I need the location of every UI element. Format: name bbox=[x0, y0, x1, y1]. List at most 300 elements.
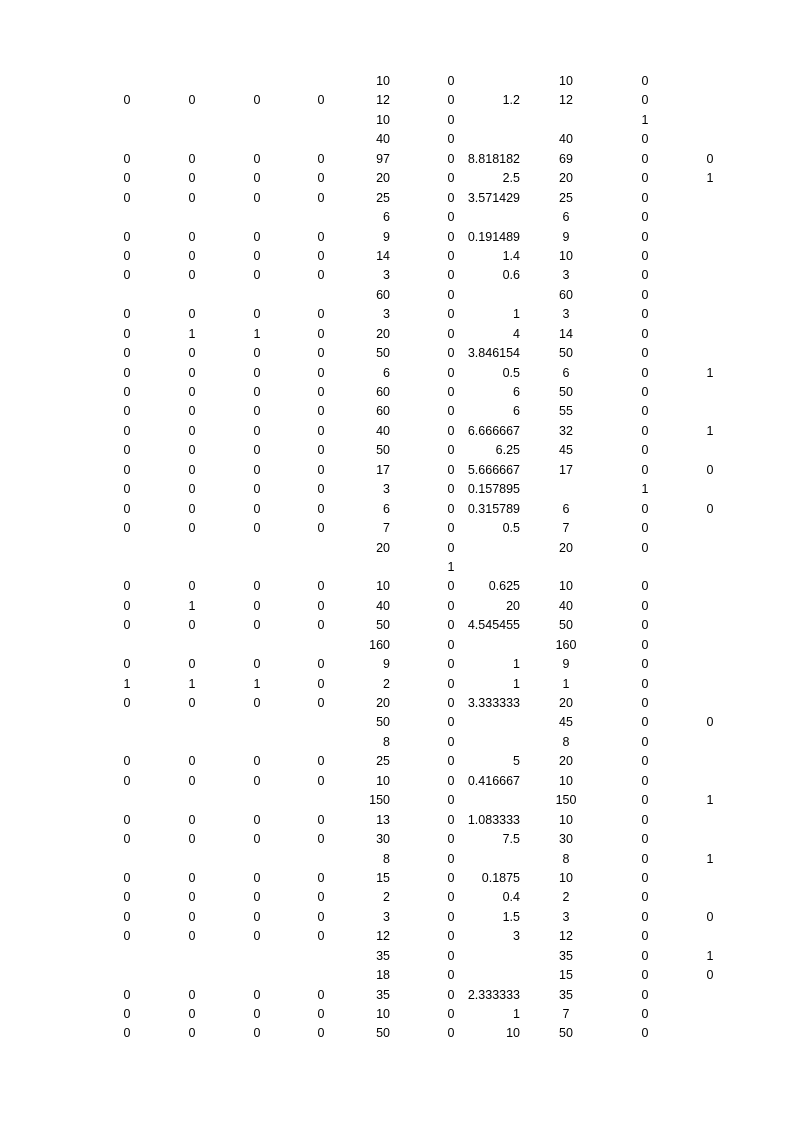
table-cell: 3 bbox=[383, 909, 390, 924]
table-row bbox=[0, 655, 800, 674]
table-cell: 1 bbox=[706, 948, 714, 963]
table-cell: 0 bbox=[641, 832, 649, 847]
table-cell: 20 bbox=[559, 540, 573, 555]
table-cell: 0 bbox=[641, 696, 649, 710]
table-cell: 0 bbox=[123, 870, 131, 885]
table-row bbox=[0, 91, 800, 110]
table-cell: 0 bbox=[641, 851, 649, 866]
table-cell: 0 bbox=[188, 1026, 196, 1041]
table-row bbox=[0, 189, 800, 208]
table-cell: 0 bbox=[641, 365, 649, 380]
table-cell: 0 bbox=[253, 404, 261, 419]
table-row bbox=[0, 111, 800, 130]
table-cell: 0.191489 bbox=[467, 229, 520, 244]
table-cell: 0 bbox=[447, 151, 455, 166]
table-cell: 0 bbox=[641, 210, 649, 225]
table-cell: 20 bbox=[376, 326, 390, 341]
table-cell: 6.666667 bbox=[467, 423, 520, 438]
table-cell: 50 bbox=[376, 443, 390, 458]
table-cell: 0 bbox=[188, 987, 196, 1002]
table-cell: 0 bbox=[317, 1007, 325, 1021]
table-cell: 55 bbox=[559, 404, 573, 419]
table-cell: 0 bbox=[188, 890, 196, 905]
table-cell: 4.545455 bbox=[467, 618, 520, 633]
table-row bbox=[0, 869, 800, 888]
table-cell: 1.4 bbox=[502, 248, 520, 263]
table-cell: 3.571429 bbox=[467, 190, 520, 205]
table-cell: 10 bbox=[376, 112, 390, 127]
table-cell: 0 bbox=[641, 268, 649, 283]
table-cell: 0 bbox=[317, 676, 325, 691]
table-cell: 0 bbox=[317, 443, 325, 458]
table-cell: 1 bbox=[188, 598, 196, 613]
table-cell: 0 bbox=[641, 404, 649, 419]
table-cell: 0 bbox=[447, 851, 455, 866]
table-cell: 0 bbox=[447, 929, 455, 944]
table-cell: 1 bbox=[447, 559, 455, 574]
table-row bbox=[0, 150, 800, 169]
table-cell: 0 bbox=[317, 696, 325, 710]
table-cell: 40 bbox=[376, 132, 390, 147]
table-cell: 0 bbox=[123, 151, 131, 166]
table-cell: 0 bbox=[447, 618, 455, 633]
table-row bbox=[0, 130, 800, 149]
table-cell: 0 bbox=[188, 423, 196, 438]
table-cell: 0 bbox=[447, 443, 455, 458]
table-cell: 6 bbox=[562, 210, 570, 225]
spreadsheet-page bbox=[0, 72, 800, 1044]
table-cell: 0 bbox=[447, 287, 455, 302]
table-cell: 10 bbox=[376, 579, 390, 594]
table-cell: 9 bbox=[383, 657, 390, 672]
table-cell: 0 bbox=[641, 637, 649, 652]
table-cell: 20 bbox=[376, 171, 390, 186]
table-cell: 0 bbox=[188, 618, 196, 633]
table-cell: 160 bbox=[369, 637, 390, 652]
table-cell: 0 bbox=[317, 1026, 325, 1041]
table-cell: 0 bbox=[447, 423, 455, 438]
table-row bbox=[0, 169, 800, 188]
table-cell: 0 bbox=[123, 618, 131, 633]
table-cell: 20 bbox=[559, 696, 573, 710]
table-cell: 0 bbox=[123, 93, 131, 108]
table-cell: 6 bbox=[562, 365, 570, 380]
table-cell: 0 bbox=[123, 773, 131, 788]
table-cell: 0 bbox=[317, 832, 325, 847]
table-cell: 0 bbox=[706, 715, 714, 730]
table-cell: 0 bbox=[447, 501, 455, 516]
table-cell: 0 bbox=[253, 1026, 261, 1041]
table-cell: 35 bbox=[376, 987, 390, 1002]
table-cell: 6 bbox=[383, 210, 390, 225]
table-cell: 0 bbox=[123, 385, 131, 399]
table-cell: 0 bbox=[253, 423, 261, 438]
table-cell: 0 bbox=[253, 248, 261, 263]
table-cell: 0 bbox=[123, 812, 131, 827]
table-cell: 97 bbox=[376, 151, 390, 166]
table-cell: 0 bbox=[641, 501, 649, 516]
table-cell: 35 bbox=[559, 987, 573, 1002]
table-cell: 0 bbox=[317, 579, 325, 594]
table-cell: 0 bbox=[188, 1007, 196, 1021]
table-row bbox=[0, 577, 800, 596]
table-cell: 17 bbox=[559, 462, 573, 477]
table-row bbox=[0, 830, 800, 849]
table-cell: 0 bbox=[447, 346, 455, 361]
table-cell: 8 bbox=[383, 734, 390, 749]
table-cell: 3.333333 bbox=[467, 696, 520, 710]
table-cell: 0 bbox=[317, 618, 325, 633]
table-cell: 0 bbox=[447, 948, 455, 963]
table-cell: 0 bbox=[641, 929, 649, 944]
table-cell: 0 bbox=[123, 482, 131, 497]
table-cell: 0 bbox=[188, 929, 196, 944]
table-cell: 0 bbox=[188, 657, 196, 672]
table-cell: 0 bbox=[253, 657, 261, 672]
table-cell: 2.333333 bbox=[467, 987, 520, 1002]
table-cell: 1 bbox=[513, 676, 520, 691]
table-cell: 0 bbox=[188, 579, 196, 594]
table-cell: 0 bbox=[253, 482, 261, 497]
table-row bbox=[0, 519, 800, 538]
table-row bbox=[0, 247, 800, 266]
table-cell: 8.818182 bbox=[467, 151, 520, 166]
table-row bbox=[0, 772, 800, 791]
table-row bbox=[0, 286, 800, 305]
table-cell: 0 bbox=[317, 151, 325, 166]
table-cell: 0.4 bbox=[502, 890, 520, 905]
table-cell: 0 bbox=[123, 657, 131, 672]
table-cell: 0 bbox=[188, 482, 196, 497]
table-cell: 0 bbox=[641, 248, 649, 263]
table-cell: 0 bbox=[447, 579, 455, 594]
table-cell: 45 bbox=[559, 443, 573, 458]
table-cell: 0 bbox=[123, 696, 131, 710]
table-cell: 0 bbox=[188, 773, 196, 788]
table-cell: 0 bbox=[188, 268, 196, 283]
table-cell: 0 bbox=[253, 812, 261, 827]
table-cell: 0 bbox=[447, 462, 455, 477]
table-cell: 0.5 bbox=[502, 521, 520, 536]
table-cell: 0 bbox=[188, 365, 196, 380]
table-row bbox=[0, 72, 800, 91]
table-cell: 3 bbox=[562, 268, 570, 283]
table-cell: 3 bbox=[562, 909, 570, 924]
table-cell: 0 bbox=[641, 754, 649, 769]
table-cell: 0 bbox=[447, 1026, 455, 1041]
table-cell: 10 bbox=[376, 773, 390, 788]
table-cell: 0 bbox=[447, 793, 455, 808]
table-cell: 10 bbox=[506, 1026, 520, 1041]
table-cell: 0 bbox=[447, 74, 455, 88]
table-cell: 0 bbox=[253, 151, 261, 166]
table-cell: 25 bbox=[559, 190, 573, 205]
table-cell: 25 bbox=[376, 754, 390, 769]
table-cell: 0 bbox=[447, 987, 455, 1002]
table-cell: 1 bbox=[641, 482, 649, 497]
table-cell: 40 bbox=[376, 598, 390, 613]
table-row bbox=[0, 480, 800, 499]
table-cell: 0 bbox=[123, 598, 131, 613]
table-cell: 25 bbox=[376, 190, 390, 205]
table-row bbox=[0, 500, 800, 519]
table-cell: 0 bbox=[447, 385, 455, 399]
table-cell: 0 bbox=[123, 423, 131, 438]
table-cell: 2 bbox=[562, 890, 570, 905]
table-cell: 10 bbox=[376, 74, 390, 88]
table-cell: 15 bbox=[376, 870, 390, 885]
table-cell: 50 bbox=[559, 385, 573, 399]
table-cell: 1 bbox=[188, 326, 196, 341]
table-cell: 0 bbox=[253, 1007, 261, 1021]
table-cell: 0 bbox=[253, 443, 261, 458]
table-row bbox=[0, 713, 800, 732]
table-cell: 0 bbox=[253, 754, 261, 769]
table-cell: 0 bbox=[317, 773, 325, 788]
table-cell: 0 bbox=[317, 987, 325, 1002]
table-cell: 0 bbox=[641, 326, 649, 341]
table-cell: 1 bbox=[706, 423, 714, 438]
table-row bbox=[0, 383, 800, 402]
table-cell: 0 bbox=[123, 443, 131, 458]
table-cell: 1 bbox=[253, 676, 261, 691]
table-cell: 0 bbox=[447, 307, 455, 322]
table-row bbox=[0, 1024, 800, 1043]
table-cell: 0 bbox=[447, 637, 455, 652]
table-cell: 30 bbox=[376, 832, 390, 847]
table-row bbox=[0, 888, 800, 907]
table-cell: 6 bbox=[383, 501, 390, 516]
table-cell: 45 bbox=[559, 715, 573, 730]
table-row bbox=[0, 947, 800, 966]
table-cell: 0 bbox=[253, 365, 261, 380]
table-cell: 0 bbox=[253, 171, 261, 186]
table-cell: 1 bbox=[706, 171, 714, 186]
table-cell: 0 bbox=[641, 715, 649, 730]
table-cell: 10 bbox=[559, 74, 573, 88]
table-cell: 0 bbox=[447, 190, 455, 205]
table-cell: 50 bbox=[559, 1026, 573, 1041]
table-cell: 0 bbox=[317, 190, 325, 205]
table-cell: 0.625 bbox=[488, 579, 520, 594]
table-cell: 0 bbox=[447, 132, 455, 147]
table-cell: 0 bbox=[188, 754, 196, 769]
table-row bbox=[0, 636, 800, 655]
table-cell: 50 bbox=[559, 346, 573, 361]
table-cell: 20 bbox=[376, 696, 390, 710]
table-cell: 0 bbox=[706, 151, 714, 166]
table-cell: 1.083333 bbox=[467, 812, 520, 827]
table-cell: 40 bbox=[559, 132, 573, 147]
table-cell: 0 bbox=[447, 210, 455, 225]
table-row bbox=[0, 441, 800, 460]
table-cell: 60 bbox=[376, 287, 390, 302]
table-row bbox=[0, 1005, 800, 1024]
table-cell: 0 bbox=[706, 501, 714, 516]
table-cell: 3 bbox=[562, 307, 570, 322]
table-cell: 0 bbox=[188, 909, 196, 924]
table-cell: 35 bbox=[376, 948, 390, 963]
table-cell: 0 bbox=[317, 870, 325, 885]
table-cell: 7.5 bbox=[502, 832, 520, 847]
table-cell: 0 bbox=[641, 385, 649, 399]
table-cell: 0 bbox=[641, 618, 649, 633]
table-row bbox=[0, 539, 800, 558]
table-cell: 0 bbox=[447, 696, 455, 710]
table-cell: 0 bbox=[447, 734, 455, 749]
table-cell: 0 bbox=[706, 968, 714, 983]
table-cell: 0.5 bbox=[502, 365, 520, 380]
table-cell: 0 bbox=[641, 540, 649, 555]
table-cell: 0 bbox=[253, 618, 261, 633]
table-row bbox=[0, 927, 800, 946]
table-cell: 17 bbox=[376, 462, 390, 477]
table-cell: 0 bbox=[317, 346, 325, 361]
table-cell: 0 bbox=[447, 870, 455, 885]
table-cell: 0 bbox=[123, 1007, 131, 1021]
table-cell: 0.315789 bbox=[467, 501, 520, 516]
table-cell: 0 bbox=[123, 346, 131, 361]
table-cell: 0 bbox=[188, 404, 196, 419]
table-cell: 14 bbox=[376, 248, 390, 263]
table-cell: 0 bbox=[641, 1007, 649, 1021]
table-cell: 0 bbox=[123, 929, 131, 944]
table-cell: 0 bbox=[317, 385, 325, 399]
table-row bbox=[0, 266, 800, 285]
table-cell: 0 bbox=[123, 1026, 131, 1041]
table-cell: 0 bbox=[123, 521, 131, 536]
table-cell: 0 bbox=[447, 171, 455, 186]
table-cell: 0 bbox=[641, 346, 649, 361]
table-cell: 0 bbox=[641, 74, 649, 88]
table-cell: 10 bbox=[559, 579, 573, 594]
table-cell: 0.6 bbox=[502, 268, 520, 283]
table-cell: 0 bbox=[641, 443, 649, 458]
table-cell: 0 bbox=[641, 579, 649, 594]
table-row bbox=[0, 908, 800, 927]
table-cell: 2 bbox=[383, 890, 390, 905]
table-cell: 0 bbox=[447, 112, 455, 127]
table-cell: 13 bbox=[376, 812, 390, 827]
table-cell: 0 bbox=[123, 404, 131, 419]
table-cell: 0 bbox=[641, 287, 649, 302]
table-row bbox=[0, 733, 800, 752]
table-cell: 1 bbox=[513, 657, 520, 672]
table-cell: 30 bbox=[559, 832, 573, 847]
table-cell: 0 bbox=[447, 404, 455, 419]
table-cell: 0 bbox=[641, 909, 649, 924]
table-cell: 12 bbox=[559, 929, 573, 944]
table-cell: 50 bbox=[376, 1026, 390, 1041]
table-cell: 0 bbox=[317, 598, 325, 613]
table-cell: 0 bbox=[317, 462, 325, 477]
table-cell: 0 bbox=[641, 870, 649, 885]
table-cell: 0 bbox=[253, 987, 261, 1002]
table-row bbox=[0, 752, 800, 771]
table-cell: 0 bbox=[641, 948, 649, 963]
table-cell: 0 bbox=[188, 93, 196, 108]
table-cell: 0 bbox=[253, 93, 261, 108]
table-cell: 0 bbox=[253, 190, 261, 205]
table-cell: 0 bbox=[317, 404, 325, 419]
table-cell: 0 bbox=[317, 307, 325, 322]
table-cell: 0 bbox=[123, 909, 131, 924]
table-row bbox=[0, 305, 800, 324]
table-cell: 0 bbox=[188, 812, 196, 827]
table-cell: 9 bbox=[562, 657, 570, 672]
table-cell: 0 bbox=[123, 307, 131, 322]
table-cell: 0 bbox=[317, 365, 325, 380]
table-cell: 60 bbox=[376, 404, 390, 419]
table-cell: 0 bbox=[447, 968, 455, 983]
table-cell: 0 bbox=[188, 171, 196, 186]
table-cell: 0 bbox=[317, 423, 325, 438]
table-cell: 0 bbox=[706, 909, 714, 924]
table-row bbox=[0, 208, 800, 227]
table-cell: 1 bbox=[513, 307, 520, 322]
table-cell: 0 bbox=[317, 812, 325, 827]
table-cell: 0 bbox=[253, 268, 261, 283]
table-row bbox=[0, 675, 800, 694]
table-cell: 8 bbox=[562, 734, 570, 749]
table-row bbox=[0, 850, 800, 869]
table-cell: 12 bbox=[376, 929, 390, 944]
table-row bbox=[0, 597, 800, 616]
table-cell: 0 bbox=[447, 715, 455, 730]
table-cell: 0 bbox=[447, 773, 455, 788]
table-cell: 0 bbox=[447, 326, 455, 341]
table-cell: 3.846154 bbox=[467, 346, 520, 361]
table-cell: 0 bbox=[317, 482, 325, 497]
table-cell: 0 bbox=[123, 890, 131, 905]
table-cell: 32 bbox=[559, 423, 573, 438]
table-cell: 35 bbox=[559, 948, 573, 963]
table-cell: 1 bbox=[123, 676, 131, 691]
table-cell: 0 bbox=[253, 579, 261, 594]
table-cell: 0 bbox=[447, 890, 455, 905]
table-cell: 0 bbox=[188, 462, 196, 477]
table-cell: 0 bbox=[641, 462, 649, 477]
table-cell: 0 bbox=[123, 501, 131, 516]
table-cell: 0 bbox=[253, 890, 261, 905]
table-cell: 0 bbox=[188, 346, 196, 361]
table-cell: 8 bbox=[562, 851, 570, 866]
table-cell: 50 bbox=[376, 346, 390, 361]
table-cell: 0 bbox=[317, 268, 325, 283]
table-cell: 0 bbox=[447, 248, 455, 263]
table-cell: 0 bbox=[253, 521, 261, 536]
table-cell: 1 bbox=[513, 1007, 520, 1021]
table-cell: 1 bbox=[641, 112, 649, 127]
table-cell: 0 bbox=[317, 248, 325, 263]
table-cell: 0 bbox=[253, 929, 261, 944]
table-cell: 0 bbox=[188, 832, 196, 847]
table-cell: 7 bbox=[383, 521, 390, 536]
table-cell: 15 bbox=[559, 968, 573, 983]
table-cell: 0 bbox=[123, 365, 131, 380]
table-cell: 2 bbox=[383, 676, 390, 691]
table-cell: 1 bbox=[188, 676, 196, 691]
table-cell: 60 bbox=[559, 287, 573, 302]
table-cell: 1 bbox=[706, 793, 714, 808]
table-cell: 0 bbox=[447, 754, 455, 769]
table-cell: 0 bbox=[447, 909, 455, 924]
table-cell: 0 bbox=[123, 268, 131, 283]
table-cell: 50 bbox=[376, 715, 390, 730]
table-cell: 10 bbox=[559, 812, 573, 827]
table-cell: 0 bbox=[641, 812, 649, 827]
table-cell: 0 bbox=[447, 657, 455, 672]
